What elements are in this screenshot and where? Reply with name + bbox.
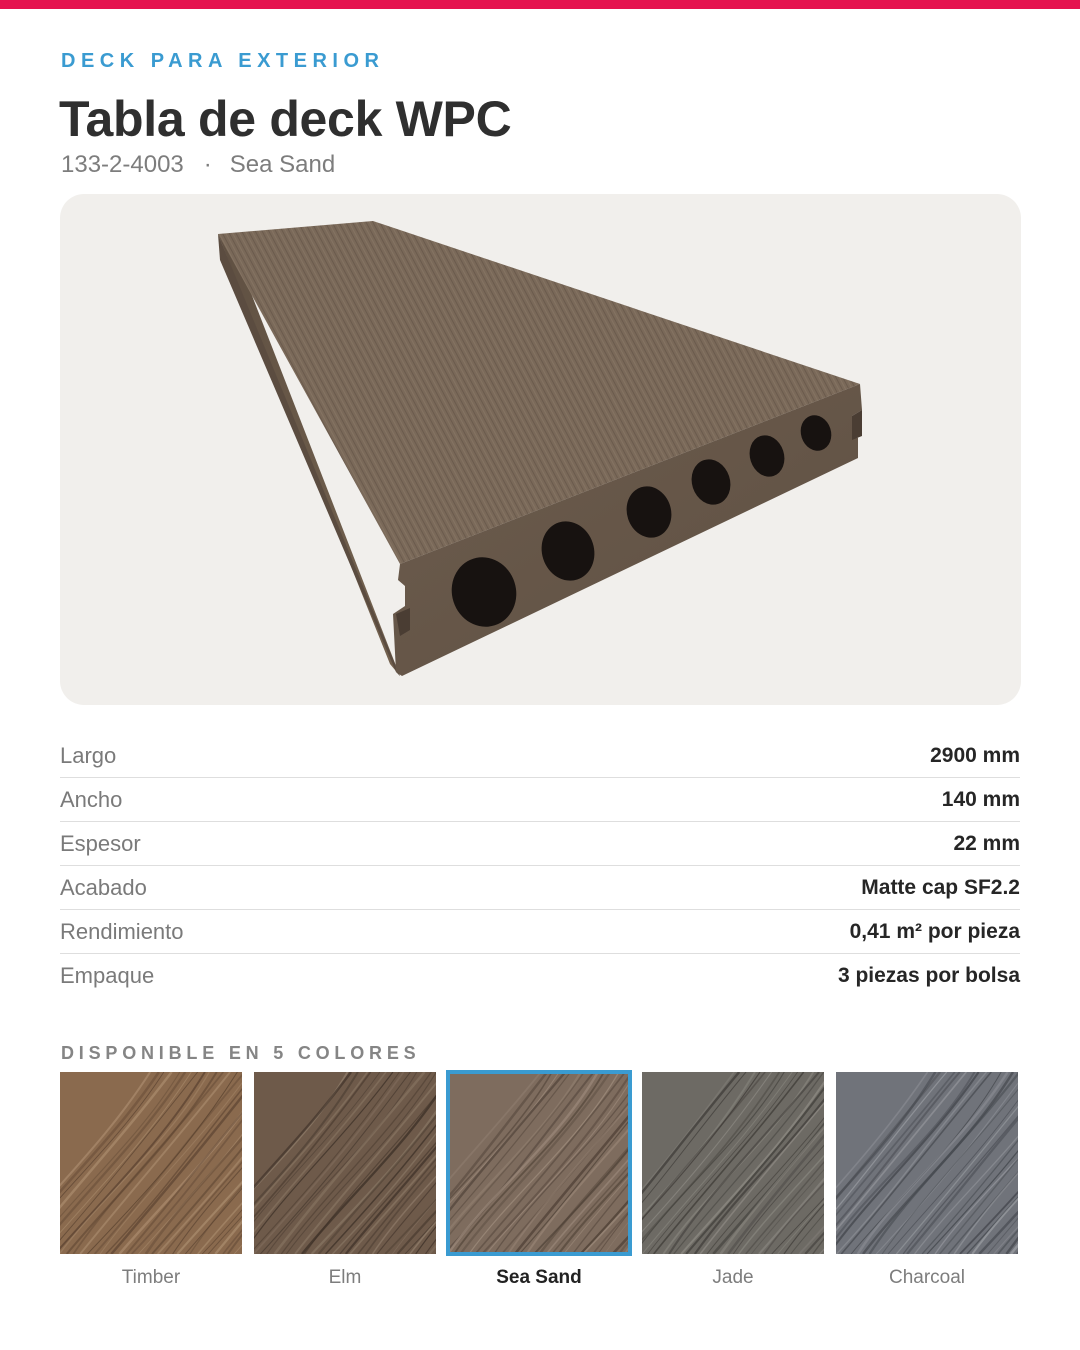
swatch-label: Sea Sand	[496, 1267, 582, 1288]
spec-row-espesor	[60, 822, 1020, 866]
spec-row-empaque	[60, 954, 1020, 998]
spec-value: 22 mm	[953, 831, 1020, 855]
spec-value: Matte cap SF2.2	[861, 875, 1020, 899]
spec-value: 140 mm	[941, 787, 1020, 811]
spec-label: Acabado	[60, 874, 147, 900]
swatch-elm[interactable]	[254, 1072, 436, 1289]
spec-value: 3 piezas por bolsa	[837, 964, 1020, 987]
swatch-image[interactable]	[836, 1072, 1018, 1254]
spec-row-ancho	[60, 778, 1020, 822]
swatch-label: Timber	[121, 1267, 181, 1288]
wood-grain-texture	[60, 1072, 242, 1254]
swatch-jade[interactable]	[642, 1072, 824, 1289]
wood-grain-texture	[254, 1072, 436, 1254]
wood-grain-texture	[836, 1072, 1018, 1254]
swatch-image[interactable]	[254, 1072, 436, 1254]
spec-label: Largo	[60, 742, 117, 768]
swatch-label: Charcoal	[888, 1267, 966, 1288]
spec-value: 0,41 m² por pieza	[849, 919, 1020, 943]
swatch-label: Jade	[712, 1267, 754, 1288]
swatch-sea-sand[interactable]	[448, 1072, 630, 1289]
spec-value: 2900 mm	[930, 743, 1020, 767]
swatch-charcoal[interactable]	[836, 1072, 1018, 1289]
spec-label: Ancho	[60, 786, 123, 812]
colors-heading: DISPONIBLE EN 5 COLORES	[61, 1043, 421, 1063]
sku-code: 133-2-4003	[61, 151, 184, 178]
product-image	[60, 194, 1021, 705]
spec-label: Rendimiento	[60, 918, 184, 944]
spec-row-rendimiento	[60, 910, 1020, 954]
spec-row-acabado	[60, 866, 1020, 910]
spec-label: Espesor	[60, 830, 141, 856]
top-accent-bar	[0, 0, 1080, 9]
swatch-image[interactable]	[642, 1072, 824, 1254]
swatch-image[interactable]	[60, 1072, 242, 1254]
spec-row-largo	[60, 734, 1020, 778]
spec-table	[60, 734, 1020, 998]
swatch-label: Elm	[328, 1267, 362, 1288]
color-name: Sea Sand	[229, 151, 336, 178]
deck-board-image	[60, 194, 1021, 705]
wood-grain-texture	[448, 1072, 630, 1254]
product-subtitle	[61, 151, 335, 179]
subtitle-separator: ·	[203, 151, 212, 178]
spec-label: Empaque	[60, 963, 155, 988]
swatch-timber[interactable]	[60, 1072, 242, 1289]
page-title: Tabla de deck WPC	[59, 91, 512, 147]
category-eyebrow: DECK PARA EXTERIOR	[61, 50, 385, 72]
wood-grain-texture	[642, 1072, 824, 1254]
swatch-image[interactable]	[448, 1072, 630, 1254]
